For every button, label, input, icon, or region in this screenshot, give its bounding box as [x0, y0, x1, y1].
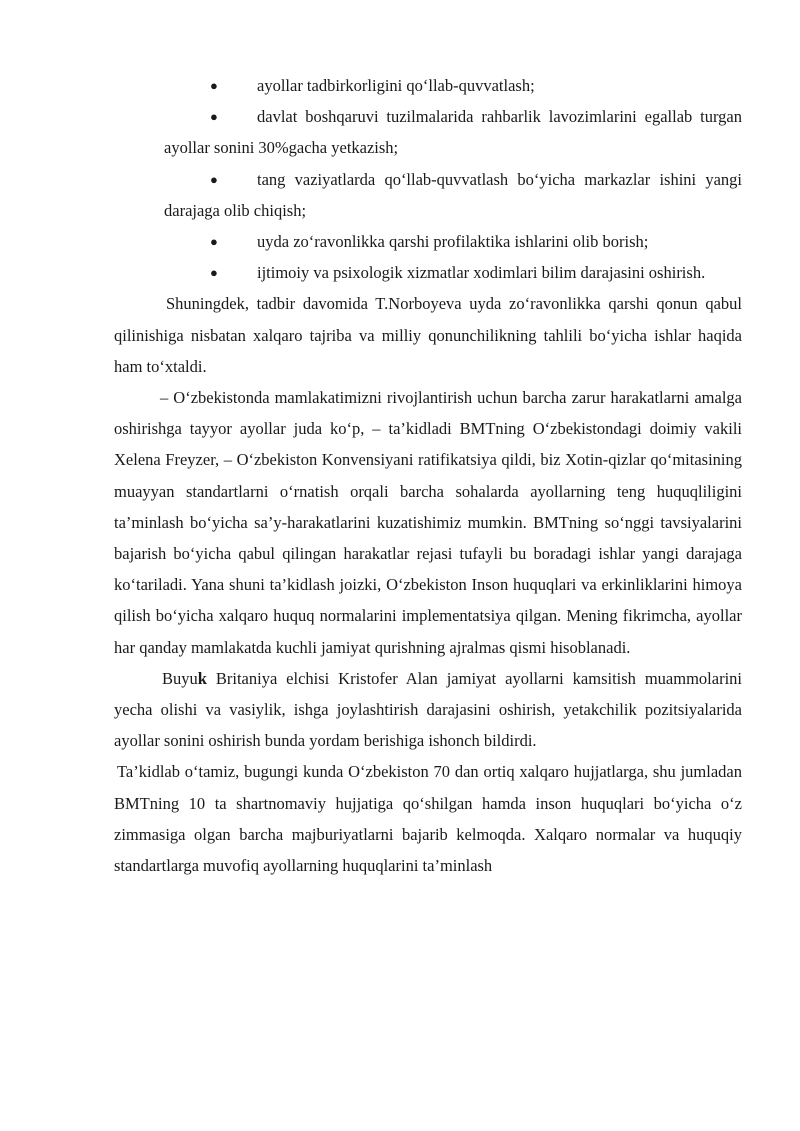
list-item: [114, 70, 742, 101]
paragraph-norboyeva: Shuningdek, tadbir davomida T.Norboyeva uyda zo‘ravonlikka qarshi qonun qabul qilinishiga nisbatan xalqaro tajriba va milliy qonunchilikning tahlili bo‘yicha ishlar haqida ham to‘xtaldi.: [114, 294, 742, 376]
paragraph-international-documents: Ta’kidlab o‘tamiz, bugungi kunda O‘zbekiston 70 dan ortiq xalqaro hujjatlarga, shu jumladan BMTning 10 ta shartnomaviy hujjatiga qo‘shilgan hamda inson huquqlari bo‘yicha o‘z zimmasiga olgan barcha majburiyatlarni bajarib kelmoqda. Xalqaro normalar va huquqiy standartlarga muvofiq ayollarning huquqlarini ta’minlash: [114, 762, 742, 876]
list-item-text: tang vaziyatlarda qo‘llab-quvvatlash bo‘yicha markazlar ishini yangi darajaga olib chiqish;: [164, 169, 742, 220]
list-item-text: davlat boshqaruvi tuzilmalarida rahbarlik lavozimlarini egallab turgan ayollar sonini 30%gacha yetkazish;: [164, 107, 742, 158]
list-item: [114, 164, 742, 226]
bullet-dot-icon: ●: [210, 171, 218, 187]
bold-letter: k: [197, 668, 207, 688]
paragraph-freyzer-quote: – O‘zbekistonda mamlakatimizni rivojlantirish uchun barcha zarur harakatlarni amalga oshirishga tayyor ayollar juda ko‘p, – ta’kidladi BMTning O‘zbekistondagi doimiy vakili Xelena Freyzer, – O‘zbekiston Konvensiyani ratifikatsiya qildi, biz Xotin-qizlar qo‘mitasining muayyan standartlarni o‘rnatish orqali barcha sohalarda ayollarning teng huquqliligini ta’minlash bo‘yicha sa’y-harakatlarini kuzatishimiz mumkin. BMTning so‘nggi tavsiyalarini bajarish bo‘yicha qabul qilingan harakatlar rejasi tufayli bu boradagi ishlar yangi darajaga ko‘tariladi. Yana shuni ta’kidlash joizki, O‘zbekiston Inson huquqlari va erkinliklarini himoya qilish bo‘yicha xalqaro huquq normalarini implementatsiya qilgan. Mening fikrimcha, ayollar har qanday mamlakatda kuchli jamiyat qurishning ajralmas qismi hisoblanadi.: [114, 388, 742, 657]
list-item-text: uyda zo‘ravonlikka qarshi profilaktika ishlarini olib borish;: [257, 232, 649, 252]
list-item: [114, 226, 742, 257]
document-page: [114, 70, 742, 881]
bullet-dot-icon: ●: [210, 234, 218, 250]
bullet-dot-icon: ●: [210, 109, 218, 125]
paragraph-text-start: Buyu: [162, 668, 198, 688]
list-item: [114, 101, 742, 163]
list-item-text: ayollar tadbirkorligini qo‘llab-quvvatlash;: [257, 76, 535, 95]
bullet-dot-icon: ●: [210, 78, 218, 93]
bullet-list: [114, 70, 742, 288]
list-item: [114, 257, 742, 288]
paragraph-text-rest: Britaniya elchisi Kristofer Alan jamiyat ayollarni kamsitish muammolarini yecha olishi va vasiylik, ishga joylashtirish darajasini oshirish, yetakchilik pozitsiyalarida ayollar sonini oshirish bunda yordam berishiga ishonch bildirdi.: [114, 668, 742, 751]
paragraph-britain-ambassador: [114, 663, 742, 757]
list-item-text: ijtimoiy va psixologik xizmatlar xodimlari bilim darajasini oshirish.: [257, 263, 706, 283]
bullet-dot-icon: ●: [210, 265, 218, 281]
